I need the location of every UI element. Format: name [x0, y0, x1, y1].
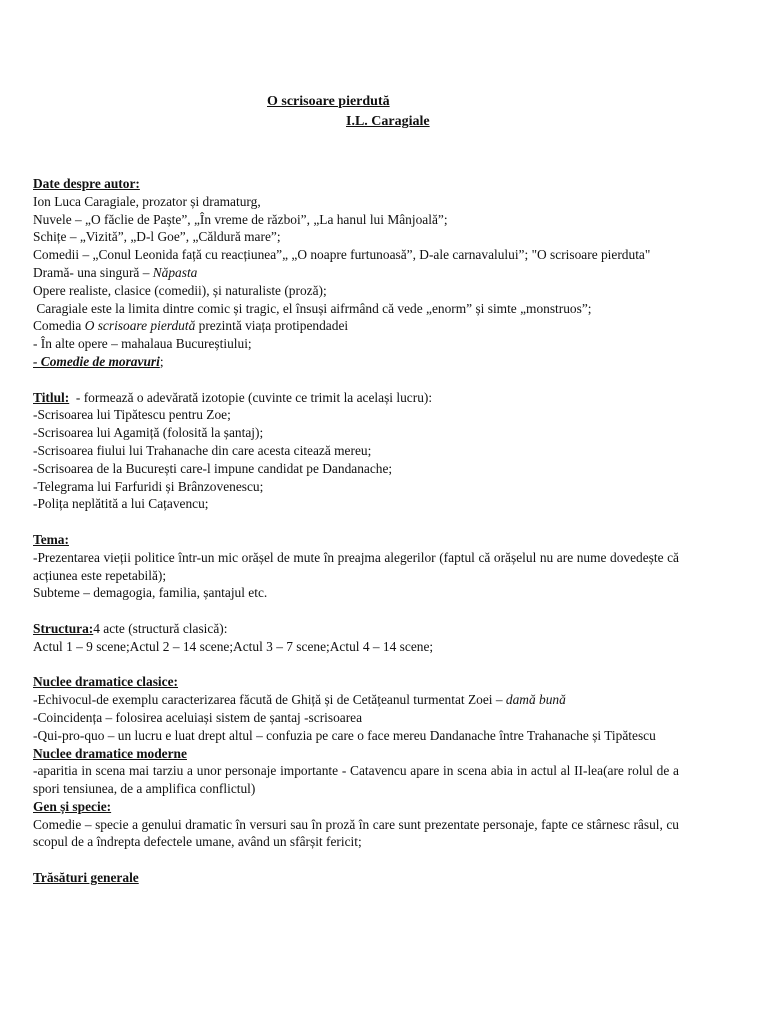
section-heading-gen-specie: Gen și specie:: [33, 798, 112, 814]
structura-line: Structura:4 acte (structură clasică):: [33, 620, 228, 636]
list-item: -Scrisoarea de la București care-l impune candidat pe Dandanache;: [33, 460, 393, 476]
section-heading-date-autor: Date despre autor:: [33, 176, 140, 191]
text-line: Ion Luca Caragiale, prozator și dramaturg,: [33, 193, 261, 209]
section-heading-nuclee-moderne: Nuclee dramatice moderne: [33, 745, 187, 761]
list-item: -Qui-pro-quo – un lucru e luat drept altul – confuzia pe care o face mereu Dandanache între Trahanache și Tipătescu: [33, 727, 656, 743]
list-item: -Echivocul-de exemplu caracterizarea făcută de Ghiță și de Cetățeanul turmentat Zoei – damă bună: [33, 692, 566, 708]
text-line: - În alte opere – mahalaua Bucureștiului;: [33, 336, 252, 352]
section-heading-nuclee-clasice: Nuclee dramatice clasice:: [33, 674, 179, 690]
text-line: Caragiale este la limita dintre comic și tragic, el însuși aifrmând că vede „enorm” și simte „monstruos”;: [33, 300, 592, 316]
text-line: Comedia O scrisoare pierdută prezintă viața protipendadei: [33, 318, 349, 334]
list-item: -Scrisoarea lui Tipătescu pentru Zoe;: [33, 407, 231, 423]
titlul-intro-line: Titlul: - formează o adevărată izotopie (cuvinte ce trimit la același lucru):: [33, 389, 433, 405]
subteme-text: Subteme – demagogia, familia, șantajul etc.: [33, 585, 268, 601]
drama-title: Năpasta: [152, 264, 198, 280]
acts-line: Actul 1 – 9 scene;Actul 2 – 14 scene;Actul 3 – 7 scene;Actul 4 – 14 scene;: [33, 638, 434, 654]
text-line: Opere realiste, clasice (comedii), și naturaliste (proză);: [33, 282, 327, 298]
list-item: -Coincidența – folosirea aceluiași sistem de șantaj -scrisoarea: [33, 709, 363, 725]
text-line: Comedii – „Conul Leonida față cu reacțiunea”„ „O noapre furtunoasă”, D-ale carnavalului”; "O scrisoare pierduta": [33, 247, 651, 263]
text-line: - Comedie de moravuri;: [33, 353, 164, 369]
gen-specie-text: Comedie – specie a genului dramatic în versuri sau în proză în care sunt prezentate personaje, fapte ce stârnesc râsul, cu scopul de a îndrepta defectele umane, având un sfârșit fericit;: [33, 816, 679, 850]
list-item: -Polița neplătită a lui Cațavencu;: [33, 496, 209, 512]
nuclee-moderne-text: -aparitia in scena mai tarziu a unor personaje importante - Catavencu apare in scena abia in actul al II-lea(are rolul de a spori tensiunea, de a amplifica conflictul): [33, 763, 679, 797]
list-item: -Telegrama lui Farfuridi și Brânzovenescu;: [33, 478, 264, 494]
text-line: Schițe – „Vizită”, „D-l Goe”, „Căldură mare”;: [33, 229, 281, 245]
comedy-title: O scrisoare pierdută: [84, 318, 196, 334]
document-body: [33, 175, 679, 887]
section-heading-trasaturi: Trăsături generale: [33, 870, 139, 886]
document-title: O scrisoare pierdută: [267, 94, 390, 109]
text-line: Nuvele – „O făclie de Paște”, „În vreme de război”, „La hanul lui Mânjoală”;: [33, 211, 448, 227]
section-heading-titlul: Titlul:: [33, 389, 70, 405]
comedie-de-moravuri: - Comedie de moravuri: [33, 353, 160, 369]
list-item: -Scrisoarea fiului lui Trahanache din care acesta citează mereu;: [33, 442, 372, 458]
text-line: Dramă- una singură – Năpasta: [33, 264, 198, 280]
document-author: I.L. Caragiale: [346, 114, 430, 129]
tema-text: -Prezentarea vieții politice într-un mic orășel de mute în preajma alegerilor (faptul că orășelul nu are nume dovedește că acțiunea este repetabilă);: [33, 549, 679, 583]
section-heading-structura: Structura:: [33, 620, 94, 636]
list-item: -Scrisoarea lui Agamiță (folosită la șantaj);: [33, 425, 264, 441]
section-heading-tema: Tema:: [33, 531, 69, 547]
